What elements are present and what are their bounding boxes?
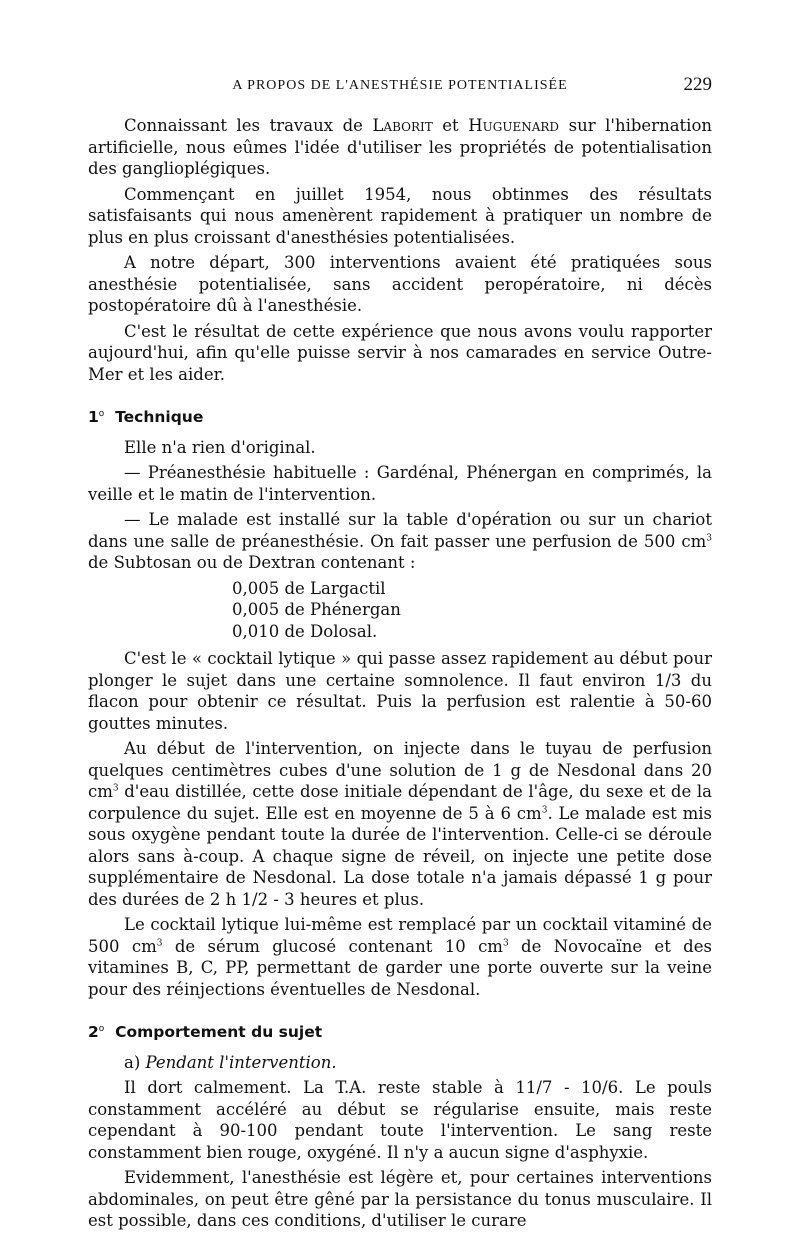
paragraph: Evidemment, l'anesthésie est légère et, pour certaines interventions abdominales, on peut être gêné par la persistance du tonus musculaire. Il est possible, dans ces conditions, d'utiliser le curare <box>88 1168 712 1230</box>
dose-item: 0,005 de Largactil <box>232 578 386 598</box>
subsection-heading: a) Pendant l'intervention. <box>124 1052 337 1072</box>
paragraph: Elle n'a rien d'original. <box>124 437 316 457</box>
author-name: Huguenard <box>468 116 560 135</box>
paragraph: Au début de l'intervention, on injecte dans le tuyau de perfusion quelques centimètres cubes d'une solution de 1 g de Nesdonal dans 20 $cm^3$ d'eau distillée, cette dose initiale dépendant de l'âge, du sexe et de la corpulence du sujet. Elle est en moyenne de 5 à 6 $cm^3$. Le malade est mis sous oxygène pendant toute la durée de l'intervention. Celle-ci se déroule alors sans à-coup. A chaque signe de réveil, on injecte une petite dose supplémentaire de Nesdonal. La dose totale n'a jamais dépassé 1 g pour des durées de 2 h 1/2 - 3 heures et plus. <box>88 739 712 909</box>
document-body <box>88 115 712 1236</box>
dose-item: 0,010 de Dolosal. <box>232 621 378 641</box>
paragraph: Le cocktail lytique lui-même est remplacé par un cocktail vitaminé de 500 $cm^3$ de sérum glucosé contenant 10 $cm^3$ de Novocaïne et des vitamines B, C, PP, permettant de garder une porte ouverte sur la veine pour des réinjections éventuelles de Nesdonal. <box>88 915 712 999</box>
paragraph: C'est le « cocktail lytique » qui passe assez rapidement au début pour plonger le sujet dans une certaine somnolence. Il faut environ 1/3 du flacon pour obtenir ce résultat. Puis la perfusion est ralentie à 50-60 gouttes minutes. <box>88 649 712 733</box>
section-heading-technique: 1$^o$ Technique <box>88 408 204 426</box>
author-name: Laborit <box>372 116 433 135</box>
paragraph: Commençant en juillet 1954, nous obtinmes des résultats satisfaisants qui nous amenèrent rapidement à pratiquer un nombre de plus en plus croissant d'anesthésies potentialisées. <box>88 184 712 247</box>
paragraph: — Le malade est installé sur la table d'opération ou sur un chariot dans une salle de préanesthésie. On fait passer une perfusion de 500 $cm^3$ de Subtosan ou de Dextran contenant : <box>88 510 712 572</box>
dose-list <box>232 578 712 643</box>
paragraph: C'est le résultat de cette expérience que nous avons voulu rapporter aujourd'hui, afin qu'elle puisse servir à nos camarades en service Outre-Mer et les aider. <box>88 321 712 384</box>
section-heading-comportement: 2$^o$ Comportement du sujet <box>88 1023 323 1041</box>
paragraph: Connaissant les travaux de Laborit et Huguenard sur l'hibernation artificielle, nous eûmes l'idée d'utiliser les propriétés de potentialisation des ganglioplégiques. <box>88 116 712 178</box>
paragraph: Il dort calmement. La T.A. reste stable à 11/7 - 10/6. Le pouls constamment accéléré au début se régularise ensuite, mais reste cependant à 90-100 pendant toute l'intervention. Le sang reste constamment bien rouge, oxygéné. Il n'y a aucun signe d'asphyxie. <box>88 1078 712 1162</box>
running-title: A PROPOS DE L'ANESTHÉSIE POTENTIALISÉE <box>232 78 568 93</box>
running-header <box>88 74 712 100</box>
paragraph: — Préanesthésie habituelle : Gardénal, Phénergan en comprimés, la veille et le matin de l'intervention. <box>88 463 712 504</box>
paragraph: A notre départ, 300 interventions avaient été pratiquées sous anesthésie potentialisée, sans accident peropératoire, ni décès postopératoire dû à l'anesthésie. <box>88 253 712 315</box>
dose-item: 0,005 de Phénergan <box>232 600 401 619</box>
page-number: 229 <box>683 74 712 95</box>
